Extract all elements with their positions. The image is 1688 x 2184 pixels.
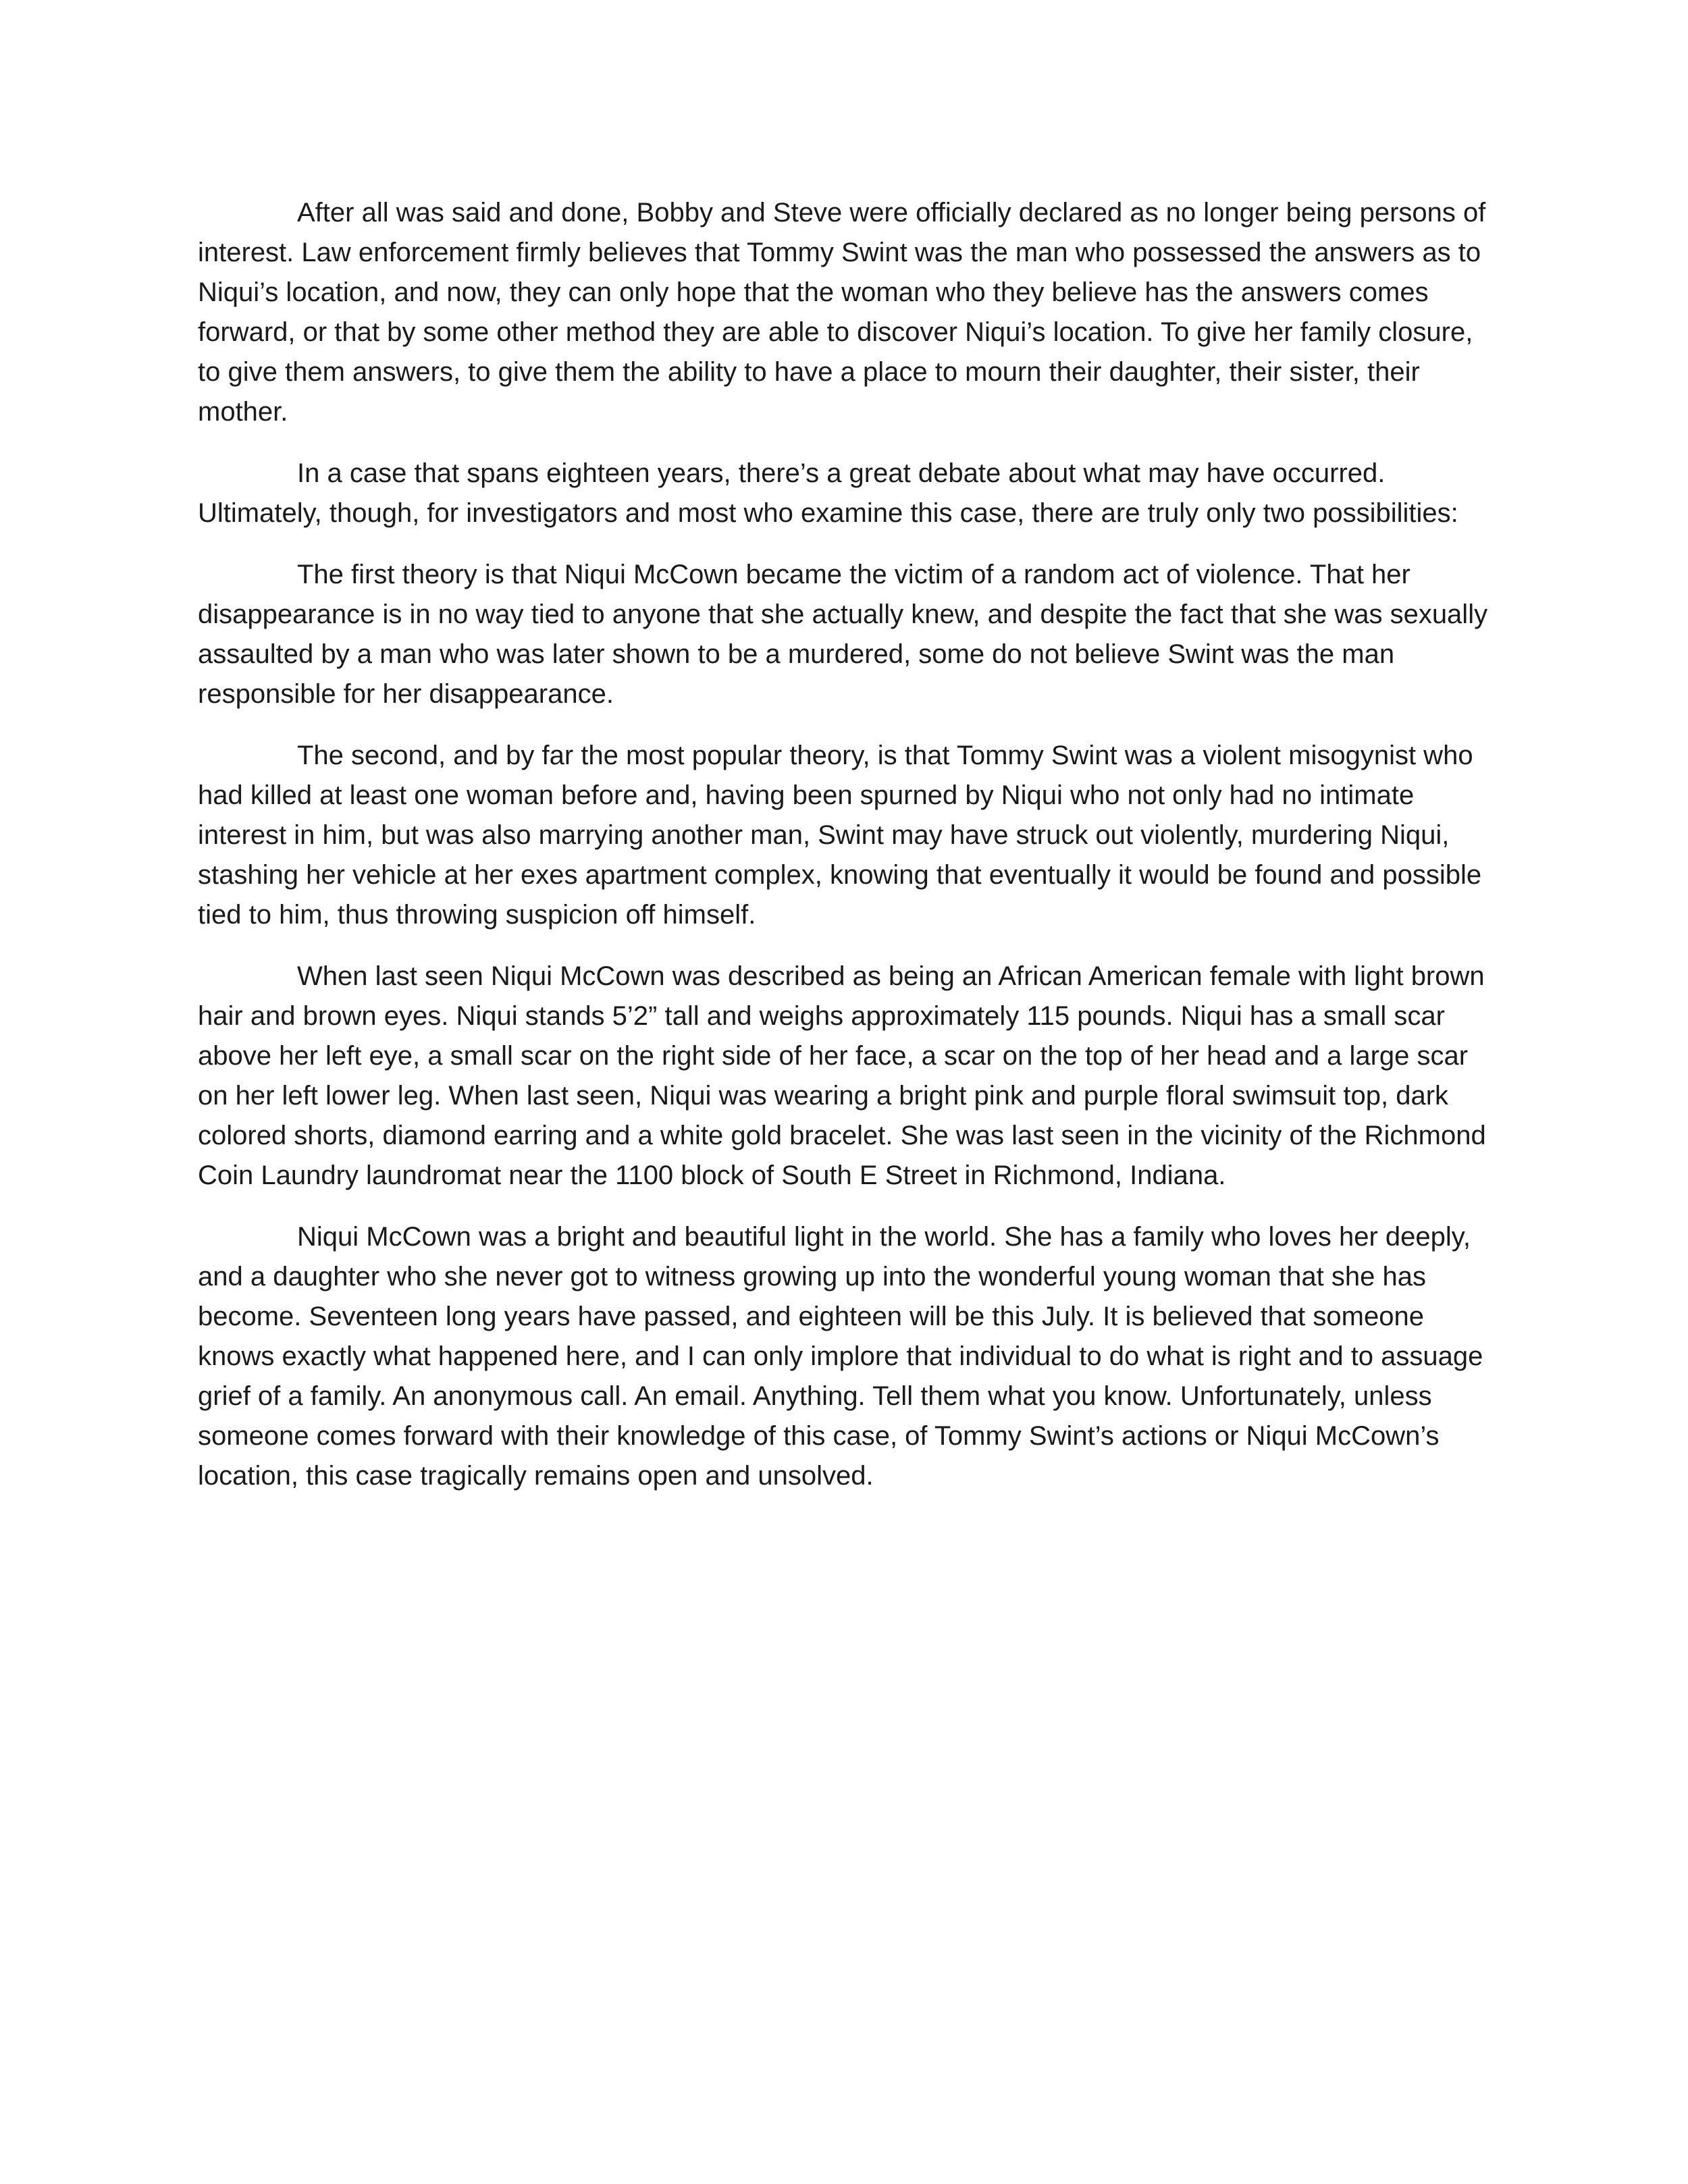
paragraph-second-theory: The second, and by far the most popular theory, is that Tommy Swint was a violent misogynist who had killed at least one woman before and, having been spurned by Niqui who not only had no intimate interest in him, but was also marrying another man, Swint may have struck out violently, murdering Niqui, stashing her vehicle at her exes apartment complex, knowing that eventually it would be found and possible tied to him, thus throwing suspicion off himself. <box>198 741 1482 930</box>
paragraph-description: When last seen Niqui McCown was described as being an African American female with light brown hair and brown eyes. Niqui stands 5’2” tall and weighs approximately 115 pounds. Niqui has a small scar above her left eye, a small scar on the right side of her face, a scar on the top of her head and a large scar on her left lower leg. When last seen, Niqui was wearing a bright pink and purple floral swimsuit top, dark colored shorts, diamond earring and a white gold bracelet. She was last seen in the vicinity of the Richmond Coin Laundry laundromat near the 1100 block of South E Street in Richmond, Indiana. <box>198 961 1486 1190</box>
paragraph-first-theory: The first theory is that Niqui McCown became the victim of a random act of violence. That her disappearance is in no way tied to anyone that she actually knew, and despite the fact that she was sexually assaulted by a man who was later shown to be a murdered, some do not believe Swint was the man responsible for her disappearance. <box>198 560 1488 709</box>
document-body <box>198 193 1494 1518</box>
paragraph-persons-of-interest: After all was said and done, Bobby and Steve were officially declared as no longer being persons of interest. Law enforcement firmly believes that Tommy Swint was the man who possessed the answers as to Niqui’s location, and now, they can only hope that the woman who they believe has the answers comes forward, or that by some other method they are able to discover Niqui’s location. To give her family closure, to give them answers, to give them the ability to have a place to mourn their daughter, their sister, their mother. <box>198 198 1486 427</box>
paragraph-closing: Niqui McCown was a bright and beautiful light in the world. She has a family who loves her deeply, and a daughter who she never got to witness growing up into the wonderful young woman that she has become. Seventeen long years have passed, and eighteen will be this July. It is believed that someone knows exactly what happened here, and I can only implore that individual to do what is right and to assuage grief of a family. An anonymous call. An email. Anything. Tell them what you know. Unfortunately, unless someone comes forward with their knowledge of this case, of Tommy Swint’s actions or Niqui McCown’s location, this case tragically remains open and unsolved. <box>198 1222 1483 1491</box>
paragraph-two-possibilities: In a case that spans eighteen years, there’s a great debate about what may have occurred. Ultimately, though, for investigators and most who examine this case, there are truly only two possibilities: <box>198 458 1458 528</box>
